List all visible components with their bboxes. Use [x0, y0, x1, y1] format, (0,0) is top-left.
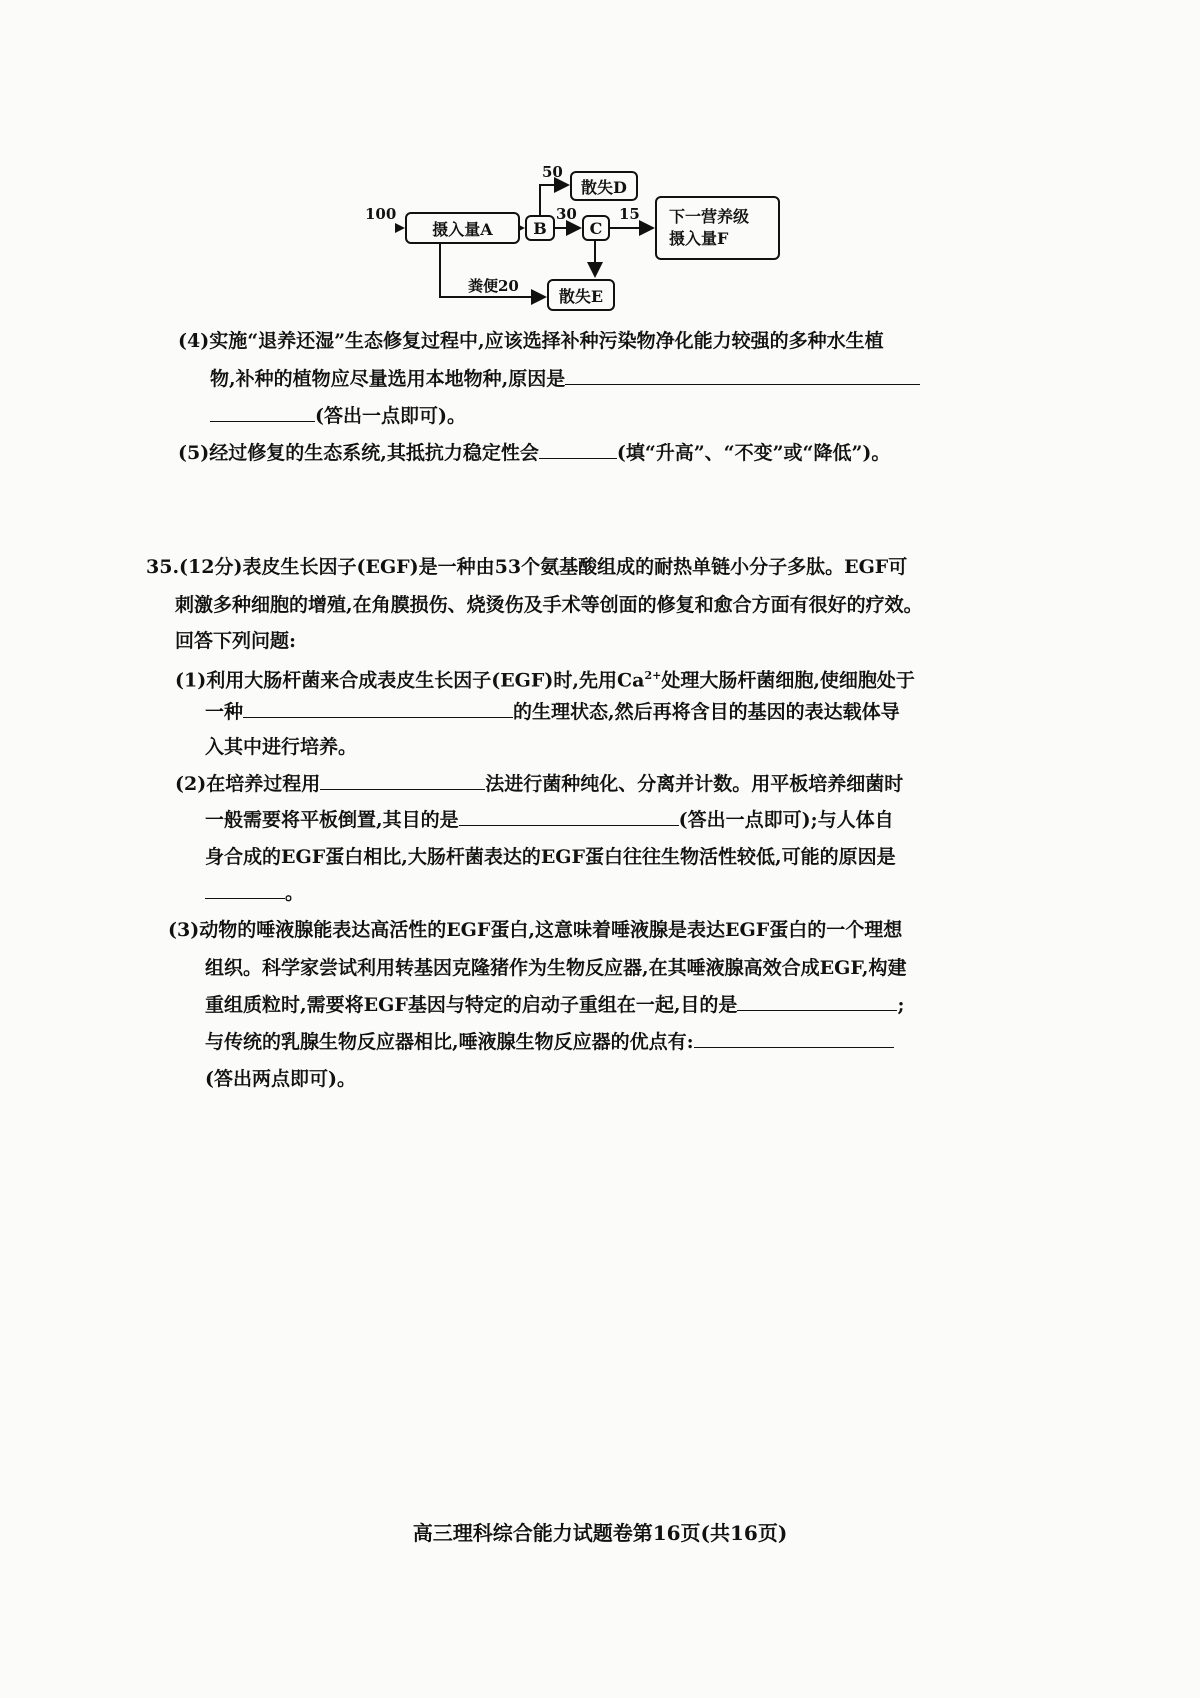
value-b-to-c: 30 — [556, 205, 577, 223]
q5-prefix: (5)经过修复的生态系统,其抵抗力稳定性会 — [178, 442, 539, 464]
q35-p3-answer-blank-2 — [694, 1029, 894, 1048]
q35-p2-line1 — [175, 770, 903, 798]
box-c: C — [582, 215, 610, 241]
q35-p1-sup: 2+ — [644, 669, 662, 682]
q4-line2-text: 物,补种的植物应尽量选用本地物种,原因是 — [210, 368, 566, 390]
q35-p2-line2-suffix: (答出一点即可);与人体自 — [678, 809, 894, 831]
q35-p3-line5: (答出两点即可)。 — [205, 1068, 356, 1090]
value-feces: 粪便20 — [468, 277, 519, 295]
q5-line — [178, 439, 890, 467]
box-f-line1: 下一营养级 — [669, 207, 750, 226]
box-f-line2: 摄入量F — [669, 229, 729, 248]
q35-p2-line3: 身合成的EGF蛋白相比,大肠杆菌表达的EGF蛋白往往生物活性较低,可能的原因是 — [205, 846, 896, 868]
q35-p3-line3 — [205, 991, 904, 1019]
q35-p1-line2-prefix: 一种 — [205, 701, 244, 723]
q5-suffix: (填“升高”、“不变”或“降低”)。 — [616, 442, 891, 464]
input-value: 100 — [365, 205, 397, 223]
q35-p3-line3-suffix: ; — [897, 994, 905, 1016]
q4-line1: (4)实施“退养还湿”生态修复过程中,应该选择补种污染物净化能力较强的多种水生植 — [178, 330, 884, 352]
q35-p1-line1-b: 处理大肠杆菌细胞,使细胞处于 — [661, 669, 915, 692]
box-next-level-f — [655, 196, 780, 260]
page-footer: 高三理科综合能力试题卷第16页(共16页) — [412, 1521, 788, 1545]
q35-p2-line1-suffix: 法进行菌种纯化、分离并计数。用平板培养细菌时 — [485, 773, 904, 795]
q35-p2-line1-prefix: (2)在培养过程用 — [175, 773, 321, 795]
q4-line3-text: (答出一点即可)。 — [315, 405, 466, 427]
q35-line1: 35.(12分)表皮生长因子(EGF)是一种由53个氨基酸组成的耐热单链小分子多肽。EGF可 — [146, 556, 908, 578]
q35-p2-line2 — [205, 806, 894, 834]
q35-p2-answer-blank-2 — [459, 807, 679, 826]
box-intake-a: 摄入量A — [405, 212, 520, 244]
box-b: B — [525, 215, 555, 241]
q35-p3-line4 — [205, 1028, 894, 1056]
q35-p2-line4 — [205, 879, 304, 907]
q35-p1-line1-a: (1)利用大肠杆菌来合成表皮生长因子(EGF)时,先用Ca — [175, 669, 645, 692]
value-c-to-f: 15 — [619, 205, 640, 223]
value-b-to-d: 50 — [542, 163, 563, 181]
q35-p1-line2-suffix: 的生理状态,然后再将含目的基因的表达载体导 — [513, 701, 900, 723]
q5-answer-blank — [539, 440, 617, 459]
q35-p1-line1 — [175, 662, 915, 694]
q35-p1-line2 — [205, 698, 900, 726]
q35-p2-answer-blank-1 — [320, 771, 485, 790]
q35-p2-answer-blank-3 — [205, 880, 285, 899]
q4-answer-blank-2 — [210, 403, 315, 422]
q35-p2-line2-prefix: 一般需要将平板倒置,其目的是 — [205, 809, 459, 831]
q35-p1-line3: 入其中进行培养。 — [205, 736, 358, 758]
q35-p3-answer-blank-1 — [737, 992, 897, 1011]
energy-flow-diagram — [365, 163, 855, 345]
box-loss-d: 散失D — [570, 171, 638, 201]
box-loss-e: 散失E — [547, 279, 615, 311]
q35-line2: 刺激多种细胞的增殖,在角膜损伤、烧烫伤及手术等创面的修复和愈合方面有很好的疗效。 — [175, 594, 923, 616]
q35-p3-line1: (3)动物的唾液腺能表达高活性的EGF蛋白,这意味着唾液腺是表达EGF蛋白的一个理想 — [168, 919, 903, 941]
q35-p3-line2: 组织。科学家尝试利用转基因克隆猪作为生物反应器,在其唾液腺高效合成EGF,构建 — [205, 957, 907, 979]
q35-p3-line4-prefix: 与传统的乳腺生物反应器相比,唾液腺生物反应器的优点有: — [205, 1031, 694, 1053]
q35-p1-answer-blank — [243, 699, 513, 718]
q35-p2-line4-suffix: 。 — [285, 882, 305, 904]
q35-line3: 回答下列问题: — [175, 630, 297, 652]
q4-answer-blank — [565, 366, 920, 385]
q4-line2 — [210, 365, 920, 393]
q4-line3 — [210, 402, 466, 430]
q35-p3-line3-prefix: 重组质粒时,需要将EGF基因与特定的启动子重组在一起,目的是 — [205, 994, 738, 1016]
